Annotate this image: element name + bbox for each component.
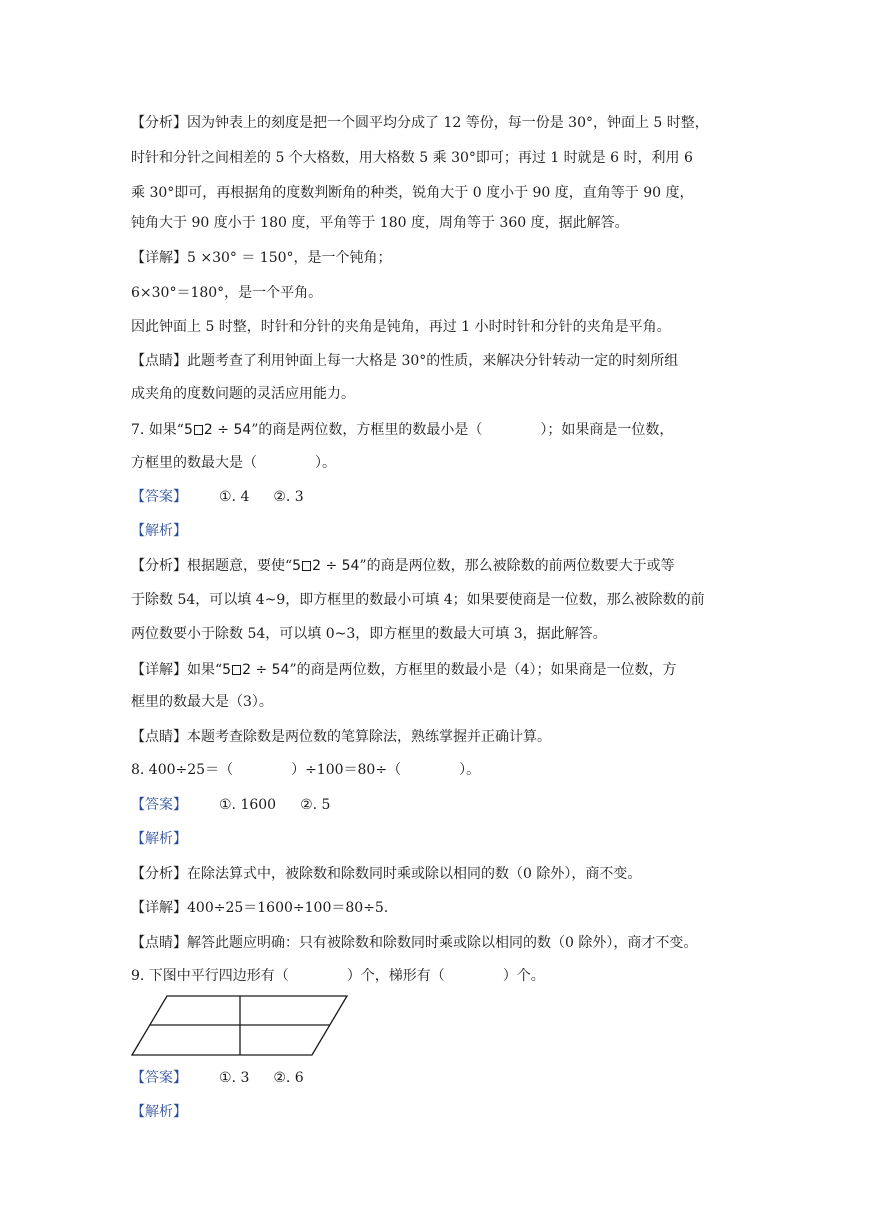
q7-expr-digit: 5	[292, 558, 302, 574]
q6-comment-line-2: 成夹角的度数问题的灵活应用能力。	[131, 386, 355, 402]
q7-analysis-text-b: ”的商是两位数，那么被除数的前两位数要大于或等	[359, 558, 675, 574]
q7-expr-rest: 2 ÷ 54	[242, 662, 290, 678]
q8-comment: 【点睛】解答此题应明确：只有被除数和除数同时乘或除以相同的数（0 除外），商才不变。	[131, 935, 698, 951]
q8-analysis: 【分析】在除法算式中，被除数和除数同时乘或除以相同的数（0 除外），商不变。	[131, 866, 642, 882]
q7-answer-2: ②. 3	[273, 489, 304, 505]
q6-detail-line-2: 6×30°＝180°，是一个平角。	[131, 285, 323, 301]
q8-answer-label: 【答案】	[131, 797, 187, 813]
q7-expr-rest: 2 ÷ 54	[312, 558, 360, 574]
q7-analysis-text-a: 【分析】根据题意，要使“	[131, 558, 293, 574]
q9-question	[131, 966, 741, 986]
q9-question-text-b: ）个，梯形有（	[346, 968, 445, 984]
q6-analysis-line-1: 【分析】因为钟表上的刻度是把一个圆平均分成了 12 等份，每一份是 30°，钟面上 5 时整，	[131, 115, 709, 131]
q7-analysis-expression	[292, 558, 359, 574]
q6-analysis-line-2: 时针和分针之间相差的 5 个大格数，用大格数 5 乘 30°即可；再过 1 时就是 6 时，利用 6	[131, 150, 693, 166]
q7-question-text-a: 如果“	[148, 422, 184, 438]
q9-answer-line	[131, 1068, 741, 1088]
q8-question	[131, 760, 741, 780]
q7-answer-1: ①. 4	[219, 489, 250, 505]
q7-blank-box	[232, 665, 241, 675]
q6-analysis-line-3: 乘 30°即可，再根据角的度数判断角的种类，锐角大于 0 度小于 90 度，直角等于 90 度，	[131, 185, 694, 201]
q6-analysis-line-4: 钝角大于 90 度小于 180 度，平角等于 180 度，周角等于 360 度，据此解答。	[131, 215, 629, 231]
q9-answer-1: ①. 3	[219, 1070, 250, 1086]
q7-detail-text-b: ”的商是两位数，方框里的数最小是（4）；如果商是一位数，方	[289, 662, 677, 678]
q6-detail-line-3: 因此钟面上 5 时整，时针和分针的夹角是钝角，再过 1 小时时针和分针的夹角是平角。	[131, 319, 671, 335]
q7-comment: 【点睛】本题考查除数是两位数的笔算除法，熟练掌握并正确计算。	[131, 729, 551, 745]
q7-question-text-b: ”的商是两位数，方框里的数最小是（	[251, 422, 483, 438]
q7-number: 7.	[131, 422, 145, 438]
q9-answer-label: 【答案】	[131, 1070, 187, 1086]
q7-detail-line-1	[131, 660, 741, 680]
q9-question-text-c: ）个。	[502, 968, 545, 984]
q7-detail-expression	[222, 662, 289, 678]
q7-detail-text-a: 【详解】如果“	[131, 662, 223, 678]
q8-question-text-b: ）÷100＝80÷（	[291, 762, 402, 778]
q7-expression	[184, 422, 251, 438]
q6-comment-line-1: 【点睛】此题考查了利用钟面上每一大格是 30°的性质，来解决分针转动一定的时刻所组	[131, 353, 679, 369]
q7-answer-label: 【答案】	[131, 489, 187, 505]
q7-question-line-1	[131, 420, 741, 440]
q7-analysis-line-2: 于除数 54，可以填 4~9，即方框里的数最小可填 4；如果要使商是一位数，那么被除数的前	[131, 592, 705, 608]
q6-detail-line-1: 【详解】5 ×30° ＝ 150°，是一个钝角；	[131, 250, 392, 266]
q7-question-text-d: 方框里的数最大是（	[131, 455, 257, 471]
q7-question-text-e: ）。	[315, 455, 336, 471]
q9-jiexi-label: 【解析】	[131, 1104, 187, 1120]
q9-question-text-a: 9. 下图中平行四边形有（	[131, 968, 289, 984]
q7-answer-line	[131, 487, 741, 507]
q8-question-text-c: ）。	[459, 762, 481, 778]
q7-question-line-2	[131, 453, 741, 473]
q7-jiexi-label: 【解析】	[131, 523, 187, 539]
q7-expr-digit: 5	[183, 422, 193, 438]
q8-answer-line	[131, 795, 741, 815]
q8-jiexi-label: 【解析】	[131, 831, 187, 847]
q8-question-text-a: 8. 400÷25＝（	[131, 762, 234, 778]
q7-question-text-c: ）；如果商是一位数，	[540, 422, 674, 438]
q8-answer-1: ①. 1600	[219, 797, 277, 813]
q7-blank-box	[302, 561, 311, 571]
q8-detail: 【详解】400÷25＝1600÷100＝80÷5.	[131, 900, 389, 916]
q7-detail-line-2: 框里的数最大是（3）。	[131, 694, 273, 710]
q9-answer-2: ②. 6	[273, 1070, 304, 1086]
q7-expr-digit: 5	[222, 662, 232, 678]
q7-analysis-line-1	[131, 556, 741, 576]
q7-expr-rest: 2 ÷ 54	[203, 422, 252, 438]
q8-answer-2: ②. 5	[300, 797, 331, 813]
parallelogram-diagram	[130, 993, 352, 1059]
q7-blank-box	[194, 425, 203, 435]
q7-analysis-line-3: 两位数要小于除数 54，可以填 0~3，即方框里的数最大可填 3，据此解答。	[131, 626, 607, 642]
